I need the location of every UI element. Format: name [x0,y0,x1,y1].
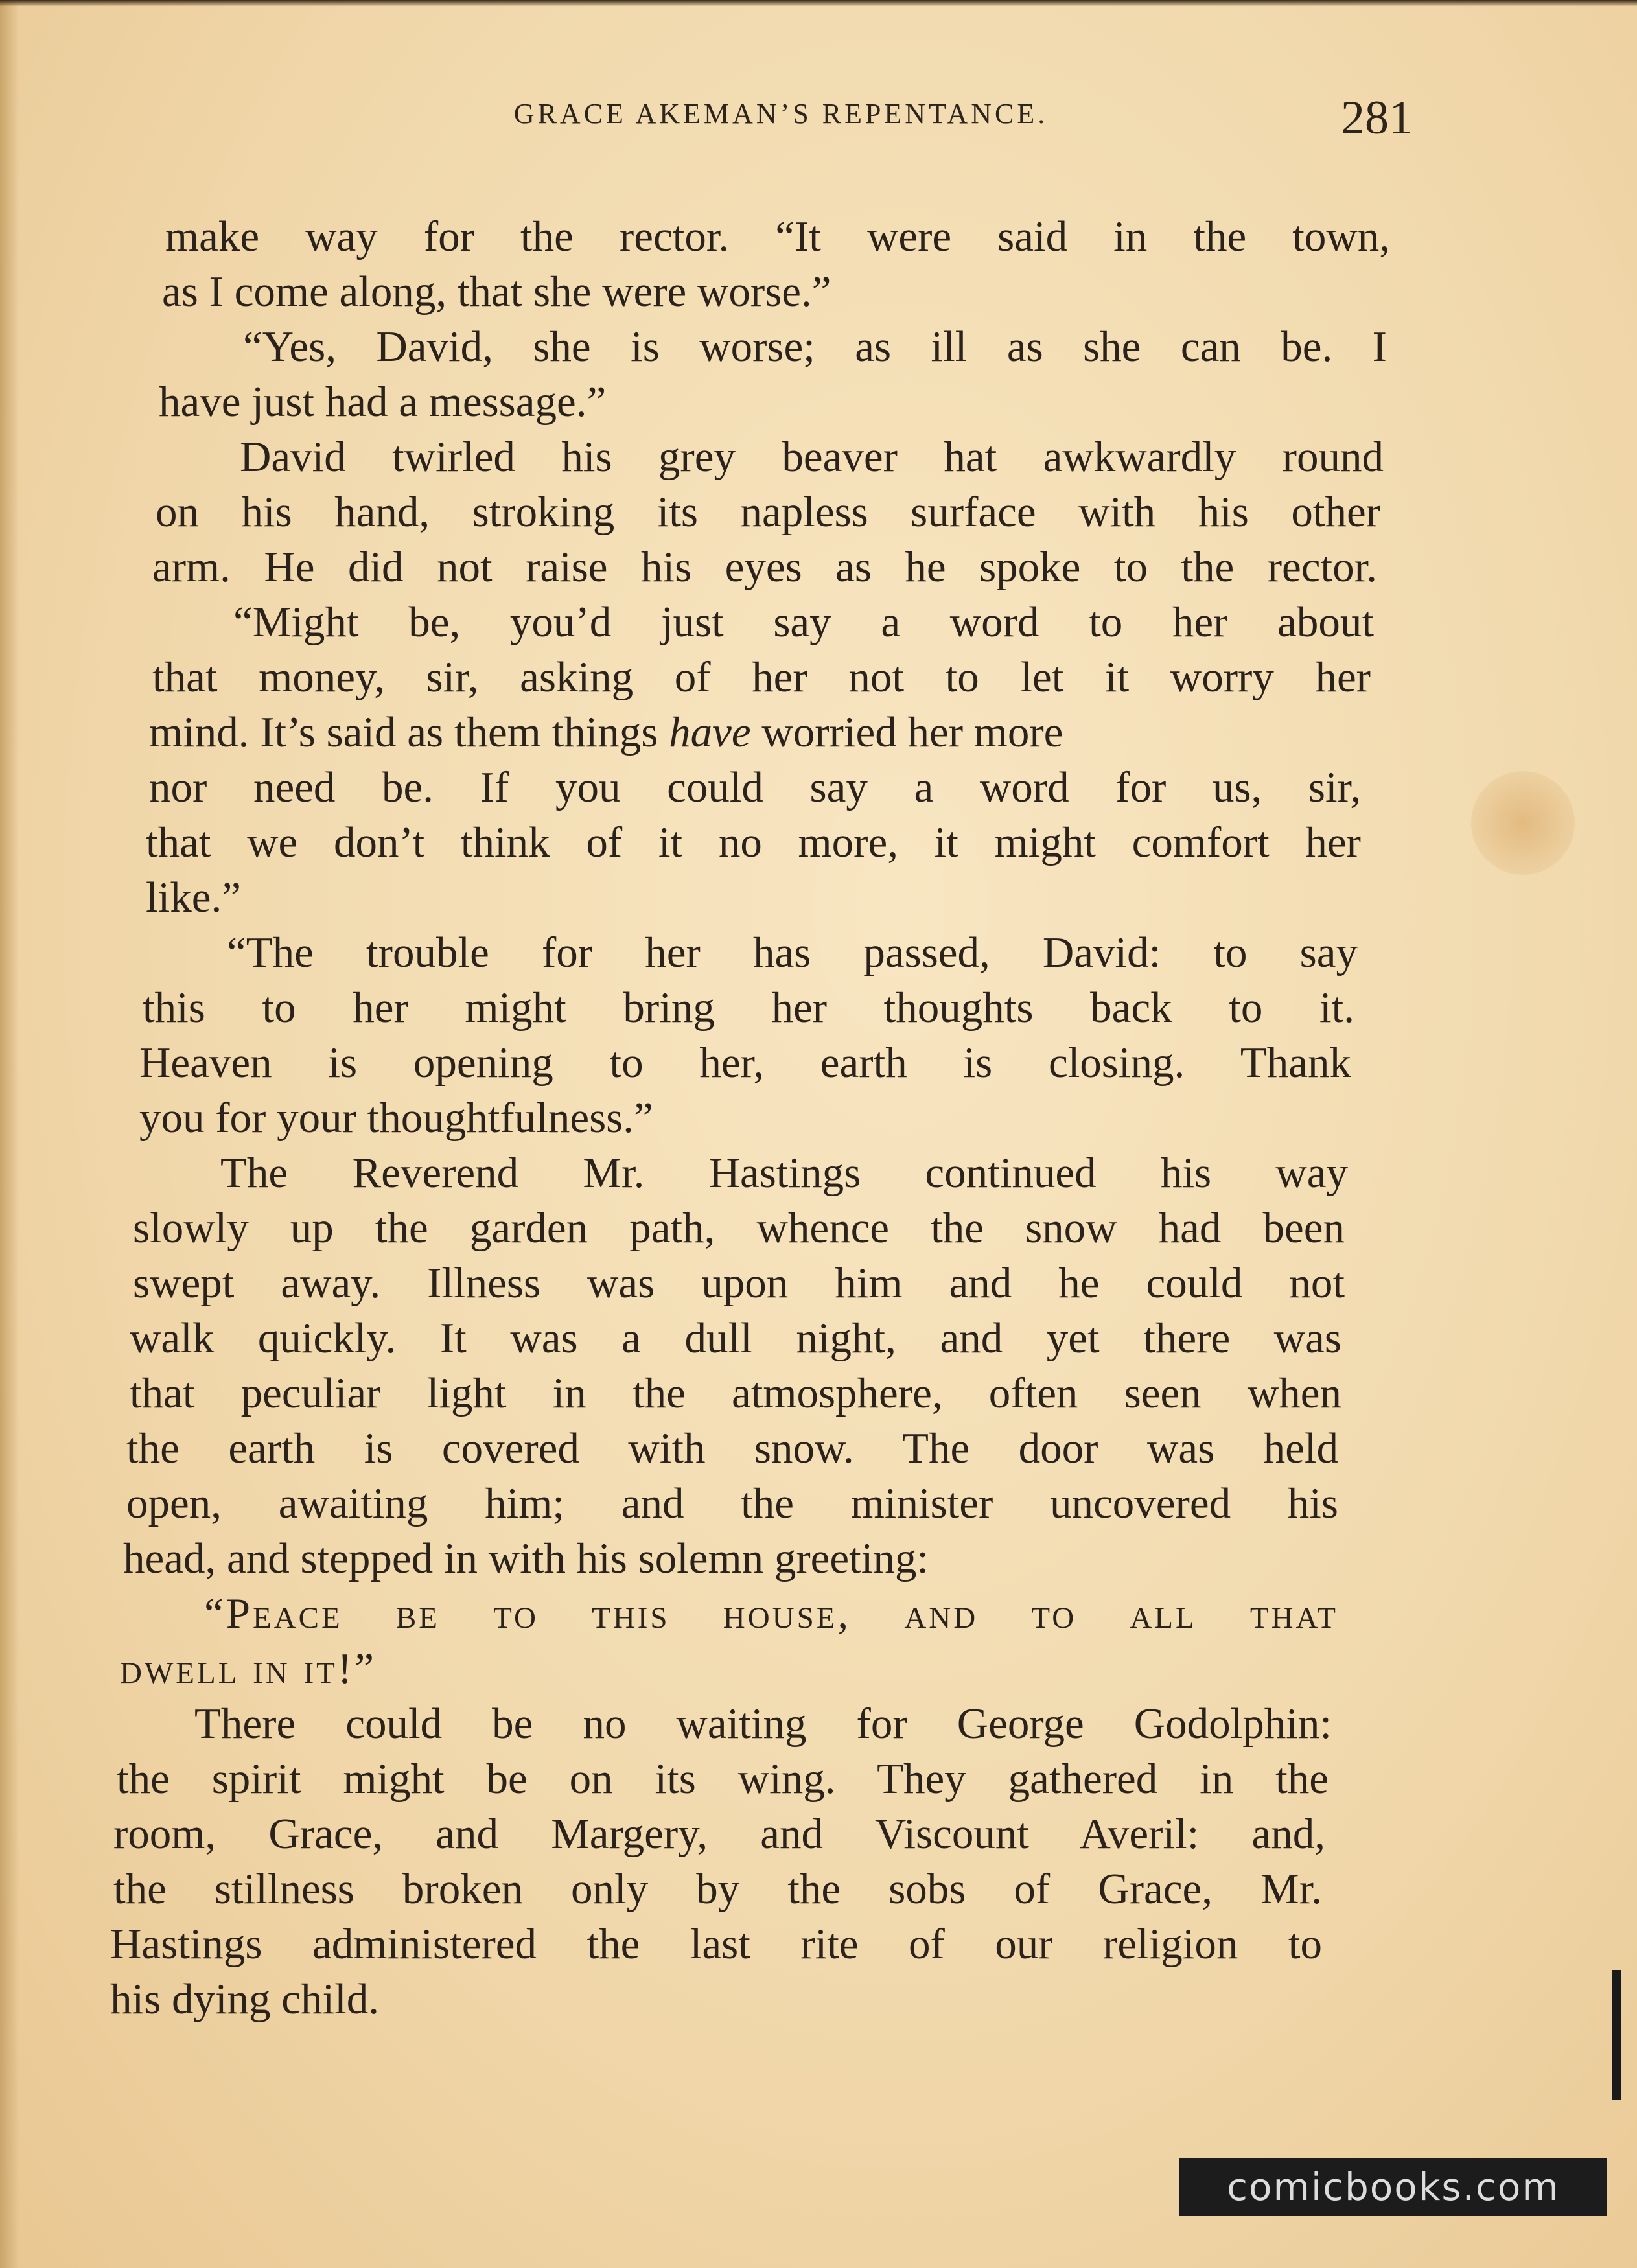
text-line: that peculiar light in the atmosphere, often seen when [130,1369,1341,1417]
text-line: Heaven is opening to her, earth is closing. Thank [139,1039,1351,1087]
running-title: GRACE AKEMAN’S REPENTANCE. [513,98,1049,130]
text-line: “The trouble for her has passed, David: to say [227,929,1358,977]
paper-stain [1471,771,1575,875]
text-line: swept away. Illness was upon him and he could not [133,1259,1345,1307]
text-line: There could be no waiting for George Godolphin: [194,1700,1332,1748]
text-line: this to her might bring her thoughts back to it. [143,984,1354,1032]
text-line: “Might be, you’d just say a word to her about [233,598,1374,646]
text-line: like.” [146,874,241,921]
text-line: that we don’t think of it no more, it might comfort her [146,818,1361,866]
text-line: dwell in it!” [120,1645,377,1693]
text-line: have just had a message.” [159,378,607,426]
italic-word: have [669,708,751,756]
text-line: as I come along, that she were worse.” [162,268,831,316]
watermark: comicbooks.com [1179,2158,1607,2216]
text-line: the spirit might be on its wing. They gathered in the [117,1755,1329,1803]
text-line: Hastings administered the last rite of our religion to [110,1920,1322,1968]
text-line: arm. He did not raise his eyes as he spoke to the rector. [152,543,1377,591]
text-line: David twirled his grey beaver hat awkwardly round [240,433,1384,481]
text-line: “Yes, David, she is worse; as ill as she can be. I [243,323,1387,371]
text-line: the earth is covered with snow. The door was held [126,1424,1338,1472]
text-line: you for your thoughtfulness.” [139,1094,653,1142]
text-segment: mind. It’s said as them things [149,708,669,756]
text-segment: worried her more [750,708,1063,756]
text-line: his dying child. [110,1975,380,2023]
text-line: nor need be. If you could say a word for us, sir, [149,763,1361,811]
text-line: room, Grace, and Margery, and Viscount Averil: and, [113,1810,1325,1858]
text-line: The Reverend Mr. Hastings continued his way [220,1149,1348,1197]
text-line: walk quickly. It was a dull night, and yet there was [130,1314,1341,1362]
page-left-shadow [0,0,19,2268]
text-line: open, awaiting him; and the minister uncovered his [126,1479,1338,1527]
page-number: 281 [1341,91,1413,145]
text-line: head, and stepped in with his solemn greeting: [123,1534,929,1582]
text-line: the stillness broken only by the sobs of Grace, Mr. [113,1865,1322,1913]
text-line: make way for the rector. “It were said in the town, [165,213,1390,260]
text-line [149,706,1063,758]
text-line: that money, sir, asking of her not to let it worry her [152,653,1371,701]
page-top-shadow [0,0,1637,6]
text-line: slowly up the garden path, whence the snow had been [133,1204,1345,1252]
scan-edge-mark [1612,1970,1621,2100]
text-line: “Peace be to this house, and to all that [204,1590,1338,1637]
text-line: on his hand, stroking its napless surface with his other [156,488,1380,536]
